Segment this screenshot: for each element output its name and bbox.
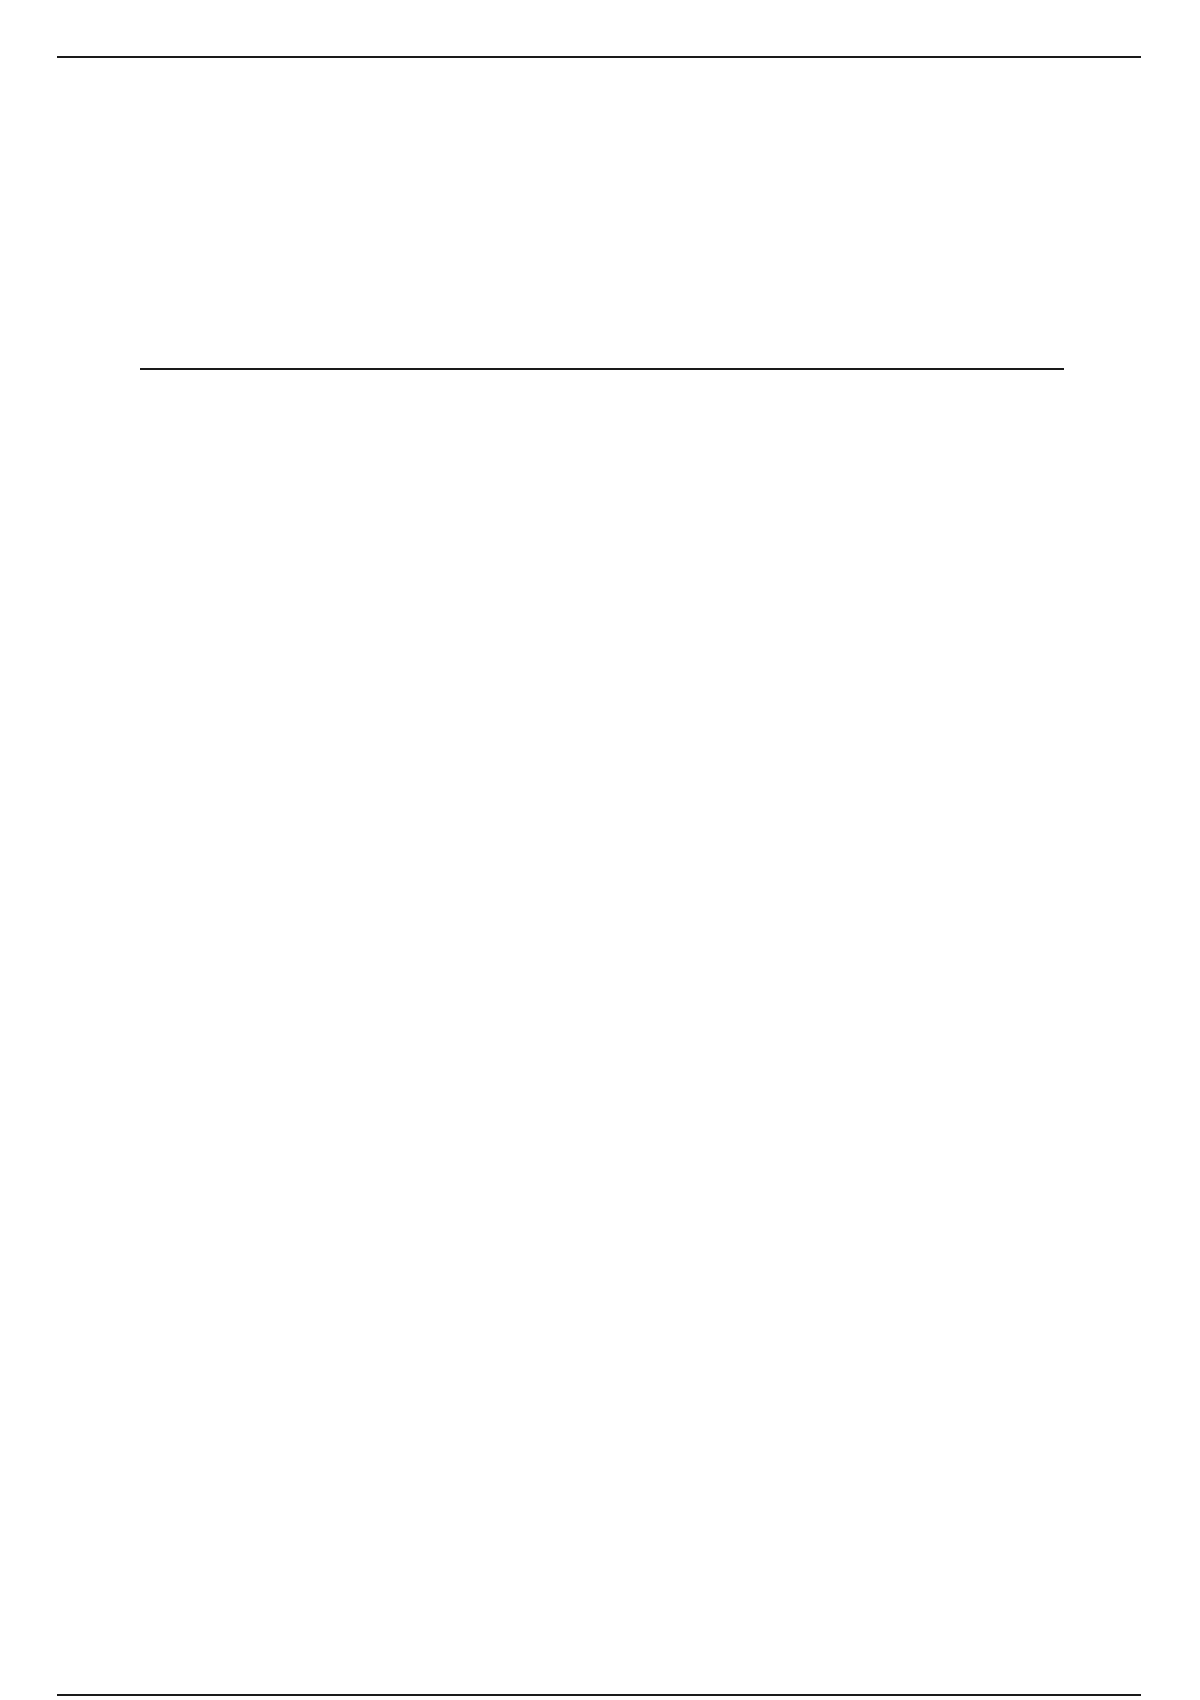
bottom-rule	[57, 1694, 1141, 1696]
